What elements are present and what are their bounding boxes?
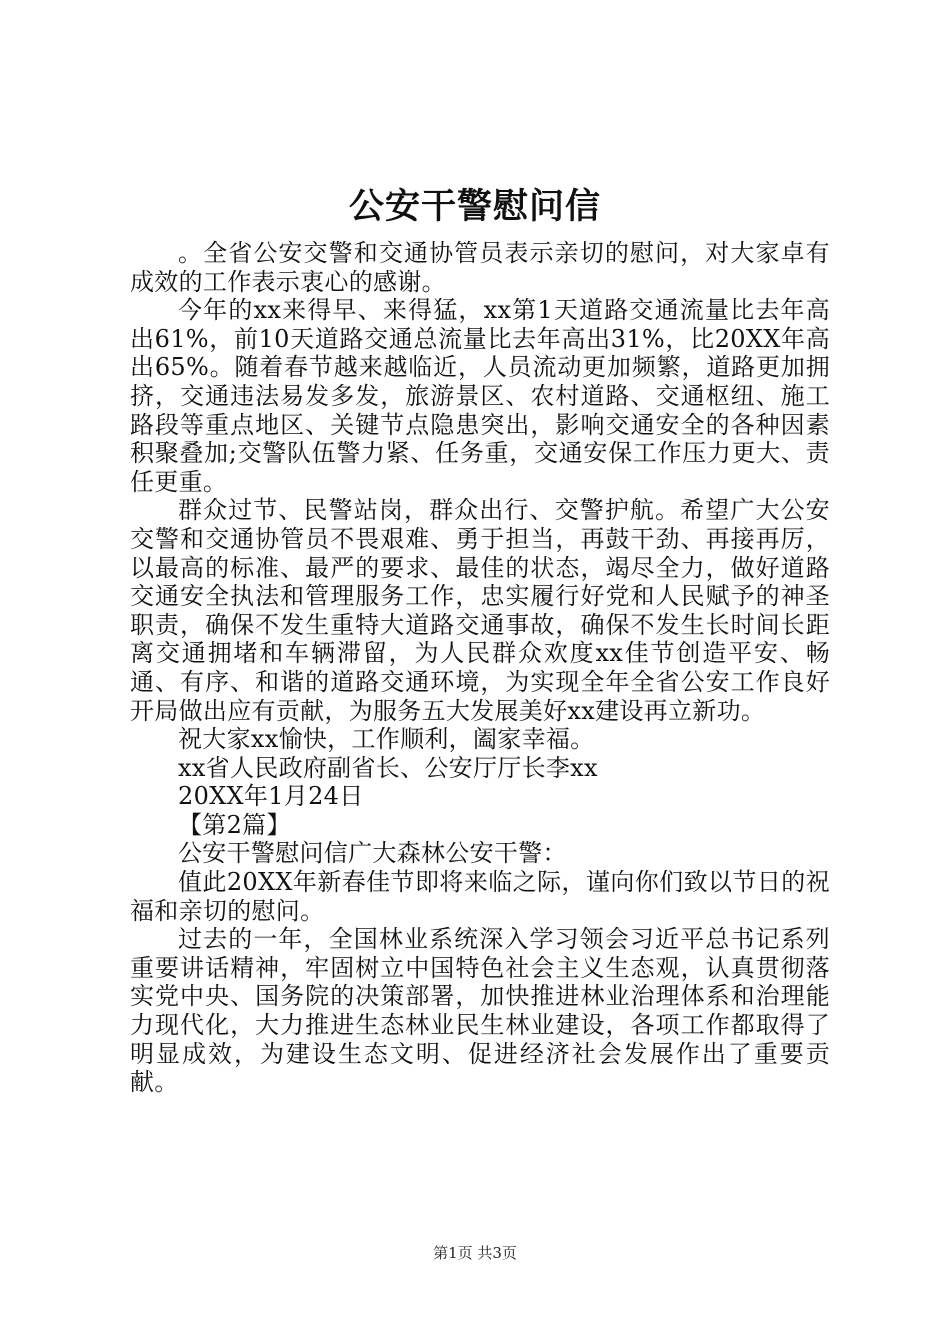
page-footer: 第1页 共3页: [433, 1244, 517, 1262]
paragraph-1: 。全省公安交警和交通协管员表示亲切的慰问，对大家卓有成效的工作表示衷心的感谢。: [130, 239, 830, 296]
paragraph-signature: xx省人民政府副省长、公安厅厅长李xx: [178, 753, 598, 782]
paragraph-3: 群众过节、民警站岗，群众出行、交警护航。希望广大公安交警和交通协管员不畏艰难、勇于担当，再鼓干劲、再接再厉，以最高的标准、最严的要求、最佳的状态，竭尽全力，做好道路交通安全执法和管理服务工作，忠实履行好党和人民赋予的神圣职责，确保不发生重特大道路交通事故，确保不发生长时间长距离交通拥堵和车辆滞留，为人民群众欢度xx佳节创造平安、畅通、有序、和谐的道路交通环境，为实现全年全省公安工作良好开局做出应有贡献，为服务五大发展美好xx建设再立新功。: [130, 496, 830, 725]
paragraph-4: 值此20XX年新春佳节即将来临之际，谨向你们致以节日的祝福和亲切的慰问。: [130, 868, 830, 925]
page-title: 公安干警慰问信: [348, 186, 601, 227]
paragraph-greeting: 祝大家xx愉快，工作顺利，阖家幸福。: [178, 725, 595, 754]
paragraph-2: 今年的xx来得早、来得猛，xx第1天道路交通流量比去年高出61%，前10天道路交通总流量比去年高出31%，比20XX年高出65%。随着春节越来越临近，人员流动更加频繁，道路更加拥挤，交通违法易发多发，旅游景区、农村道路、交通枢纽、施工路段等重点地区、关键节点隐患突出，影响交通安全的各种因素积聚叠加;交警队伍警力紧、任务重，交通安保工作压力更大、责任更重。: [130, 296, 830, 496]
document-body: [130, 239, 830, 1097]
paragraph-date: 20XX年1月24日: [178, 782, 364, 811]
paragraph-5: 过去的一年，全国林业系统深入学习领会习近平总书记系列重要讲话精神，牢固树立中国特色社会主义生态观，认真贯彻落实党中央、国务院的决策部署，加快推进林业治理体系和治理能力现代化，大力推进生态林业民生林业建设，各项工作都取得了明显成效，为建设生态文明、促进经济社会发展作出了重要贡献。: [130, 925, 830, 1097]
paragraph-salutation: 公安干警慰问信广大森林公安干警：: [178, 839, 567, 868]
section-heading: 【第2篇】: [178, 810, 291, 839]
